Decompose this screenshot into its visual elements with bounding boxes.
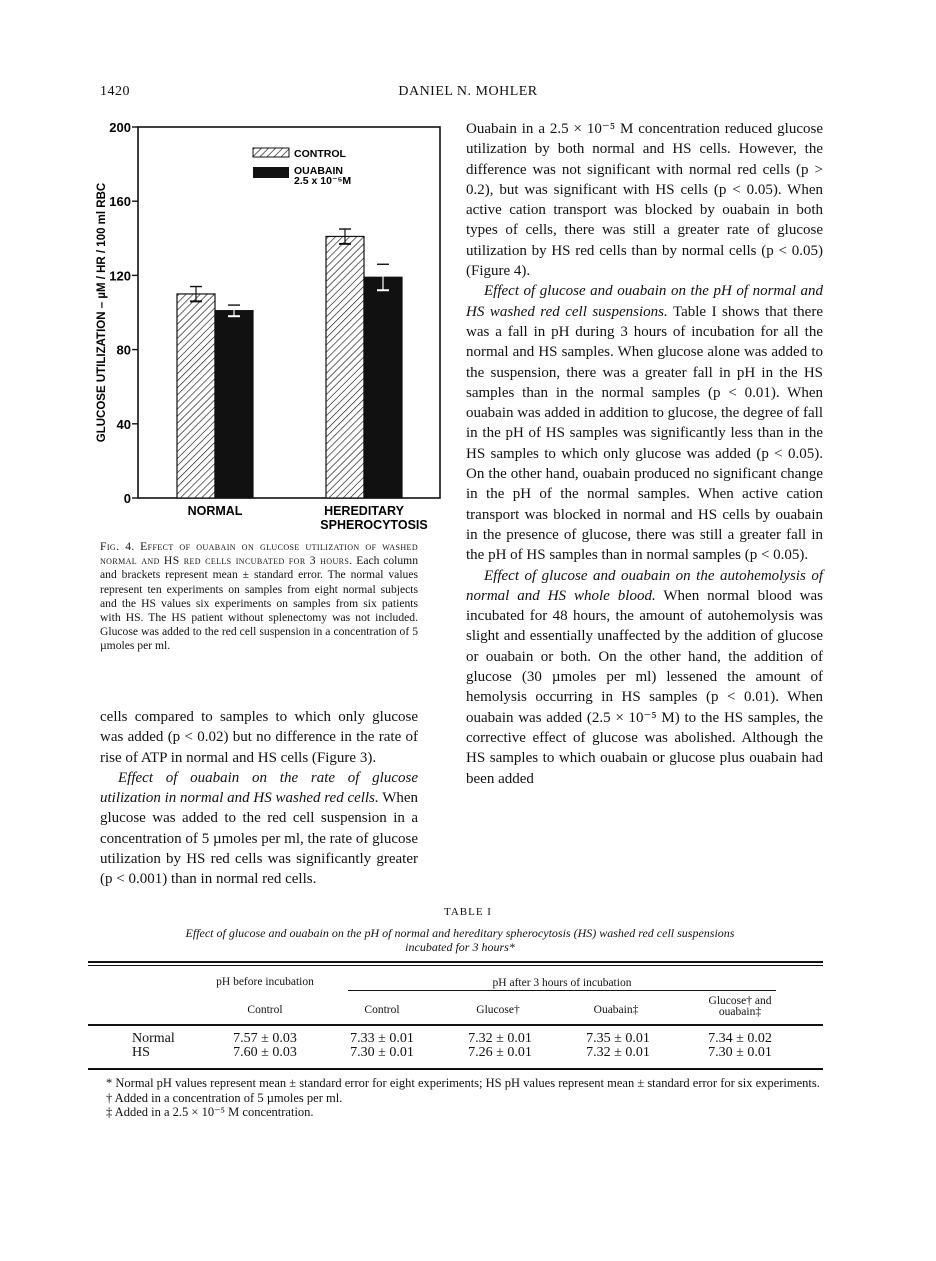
section-heading: Effect of glucose and ouabain on the pH of normal and HS washed red cell suspensions. — [466, 283, 823, 320]
x-tick-label: NORMAL — [187, 504, 243, 518]
x-tick-label: SPHEROCYTOSIS — [320, 518, 428, 532]
table-cell: 7.30 ± 0.01 — [350, 1045, 414, 1060]
footnote: * Normal pH values represent mean ± standard error for eight experiments; HS pH values represent mean ± standard error for six experiments. — [106, 1076, 820, 1090]
table-group-header-before: pH before incubation — [216, 976, 314, 988]
bar-control — [177, 294, 215, 498]
paragraph: Ouabain in a 2.5 × 10⁻⁵ M concentration reduced glucose utilization by both normal and HS cells. However, the difference was not significant with normal red cells (p > 0.2), but was significant with HS cells (p < 0.05). When active cation transport was blocked by ouabain in both types of cells, there was still a greater rate of glucose utilization by HS red cells than by normal cells (p < 0.05) (Figure 4). — [466, 121, 823, 280]
bar-control — [326, 236, 364, 498]
table-cell: 7.57 ± 0.03 — [233, 1031, 297, 1046]
paragraph-body: When glucose was added to the red cell suspension in a concentration of 5 µmoles per ml, the rate of glucose utilization by HS red cells was significantly greater (p < 0.001) than in normal red cells. — [100, 790, 419, 888]
figure-4-bar-chart — [85, 112, 455, 537]
paragraph: cells compared to samples to which only glucose was added (p < 0.02) but no difference in the rate of rise of ATP in normal and HS cells (Figure 3). — [100, 709, 418, 766]
table-cell: 7.35 ± 0.01 — [586, 1031, 650, 1046]
table-label: TABLE I — [444, 906, 492, 918]
y-tick-label: 120 — [109, 268, 131, 284]
y-axis-label: GLUCOSE UTILIZATION – µM / HR / 100 ml RBC — [96, 182, 108, 443]
row-label: HS — [132, 1045, 150, 1060]
table-col — [558, 1032, 678, 1060]
y-tick-label: 200 — [109, 120, 131, 135]
table-col-header: Glucose† — [476, 1004, 520, 1016]
table-cell: 7.32 ± 0.01 — [468, 1031, 532, 1046]
legend-swatch-ouabain — [253, 167, 289, 178]
table-cell: 7.30 ± 0.01 — [708, 1045, 772, 1060]
paragraph — [466, 281, 823, 565]
table-col — [680, 1032, 800, 1060]
caption-title: Effect of ouabain on glucose utilization of washed normal and HS red cells incubated for 3 hours. — [100, 540, 418, 568]
table-footnotes — [88, 1076, 823, 1120]
figure-caption — [100, 540, 418, 654]
caption-body: Each column and brackets represent mean ± standard error. The normal values represent ten experiments on samples from eight normal subjects and the HS values six experiments on samples from six patients with HS. The HS patient without splenectomy was not included. Glucose was added to the red cell suspension in a concentration of 5 µmoles per ml. — [100, 554, 418, 653]
table-col — [440, 1032, 560, 1060]
y-tick-label: 160 — [109, 194, 131, 210]
legend-label: 2.5 x 10⁻⁵M — [294, 175, 352, 187]
table-col-header: Control — [247, 1004, 283, 1016]
page-number: 1420 — [100, 84, 130, 99]
table-row-labels — [132, 1032, 175, 1060]
footnote: ‡ Added in a 2.5 × 10⁻⁵ M concentration. — [106, 1105, 314, 1119]
y-tick-label: 80 — [116, 342, 131, 358]
section-heading: Effect of ouabain on the rate of glucose utilization in normal and HS washed red cells. — [100, 769, 418, 807]
table-rule — [88, 1068, 823, 1070]
table-cell: 7.32 ± 0.01 — [586, 1045, 650, 1060]
row-label: Normal — [132, 1031, 175, 1046]
table-col-header: Ouabain‡ — [593, 1004, 639, 1016]
legend-label: OUABAIN — [294, 165, 343, 177]
bar-ouabain — [364, 277, 402, 498]
y-tick-label: 40 — [116, 416, 131, 432]
table-col-header: Control — [364, 1004, 400, 1016]
table-col — [322, 1032, 442, 1060]
table-rule — [88, 961, 823, 963]
left-column-text — [100, 707, 418, 890]
table-rule — [88, 1024, 823, 1026]
table-cell: 7.26 ± 0.01 — [468, 1045, 532, 1060]
section-heading: Effect of glucose and ouabain on the autohemolysis of normal and HS whole blood. — [466, 567, 823, 604]
y-tick-label: 0 — [123, 491, 131, 506]
table-group-header-after: pH after 3 hours of incubation — [492, 977, 632, 989]
table-group-rule — [348, 990, 776, 991]
table-cell: 7.34 ± 0.02 — [708, 1031, 772, 1046]
table-cell: 7.60 ± 0.03 — [233, 1045, 297, 1060]
paragraph-body: When normal blood was incubated for 48 hours, the amount of autohemolysis was slight and essentially unaffected by the addition of glucose or ouabain or both. On the other hand, the addition of glucose (30 µmoles per ml) lessened the amount of hemolysis occurring in HS samples (p < 0.01). When ouabain was added (2.5 × 10⁻⁵ M) to the HS samples, the corrective effect of glucose was abolished. Although the HS samples to which ouabain or glucose plus ouabain had been added — [466, 587, 824, 787]
caption-label: Fig. 4. — [100, 540, 135, 553]
table-col-header: Glucose† and ouabain‡ — [708, 995, 772, 1018]
footnote: † Added in a concentration of 5 µmoles per ml. — [106, 1090, 343, 1105]
paragraph — [100, 768, 418, 890]
table-col — [200, 1032, 330, 1060]
x-tick-label: HEREDITARY — [324, 504, 404, 518]
table-title: Effect of glucose and ouabain on the pH of normal and hereditary spherocytosis (HS) washed red cell suspensions incubated for 3 hours* — [185, 926, 735, 954]
running-head-author: DANIEL N. MOHLER — [398, 84, 538, 99]
paragraph-body: Table I shows that there was a fall in pH during 3 hours of incubation for all the normal and HS samples. When glucose alone was added to the suspension, there was a greater fall in pH in the HS samples than in the normal samples (p < 0.01). When ouabain was added in addition to glucose, the degree of fall in the pH of HS samples was significantly less than in the HS samples to which only glucose was added (p < 0.05). On the other hand, ouabain produced no significant change in the pH of the normal samples. When active cation transport was blocked in normal and HS cells by ouabain in the presence of glucose, there was still a greater fall in the pH of HS samples than in normal samples (p < 0.05). — [466, 303, 823, 564]
paragraph — [466, 566, 823, 789]
table-rule — [88, 965, 823, 966]
right-column-text — [466, 119, 823, 789]
table-cell: 7.33 ± 0.01 — [350, 1031, 414, 1046]
legend-label: CONTROL — [294, 148, 346, 160]
legend-swatch-control — [253, 148, 289, 157]
bar-ouabain — [215, 311, 253, 498]
